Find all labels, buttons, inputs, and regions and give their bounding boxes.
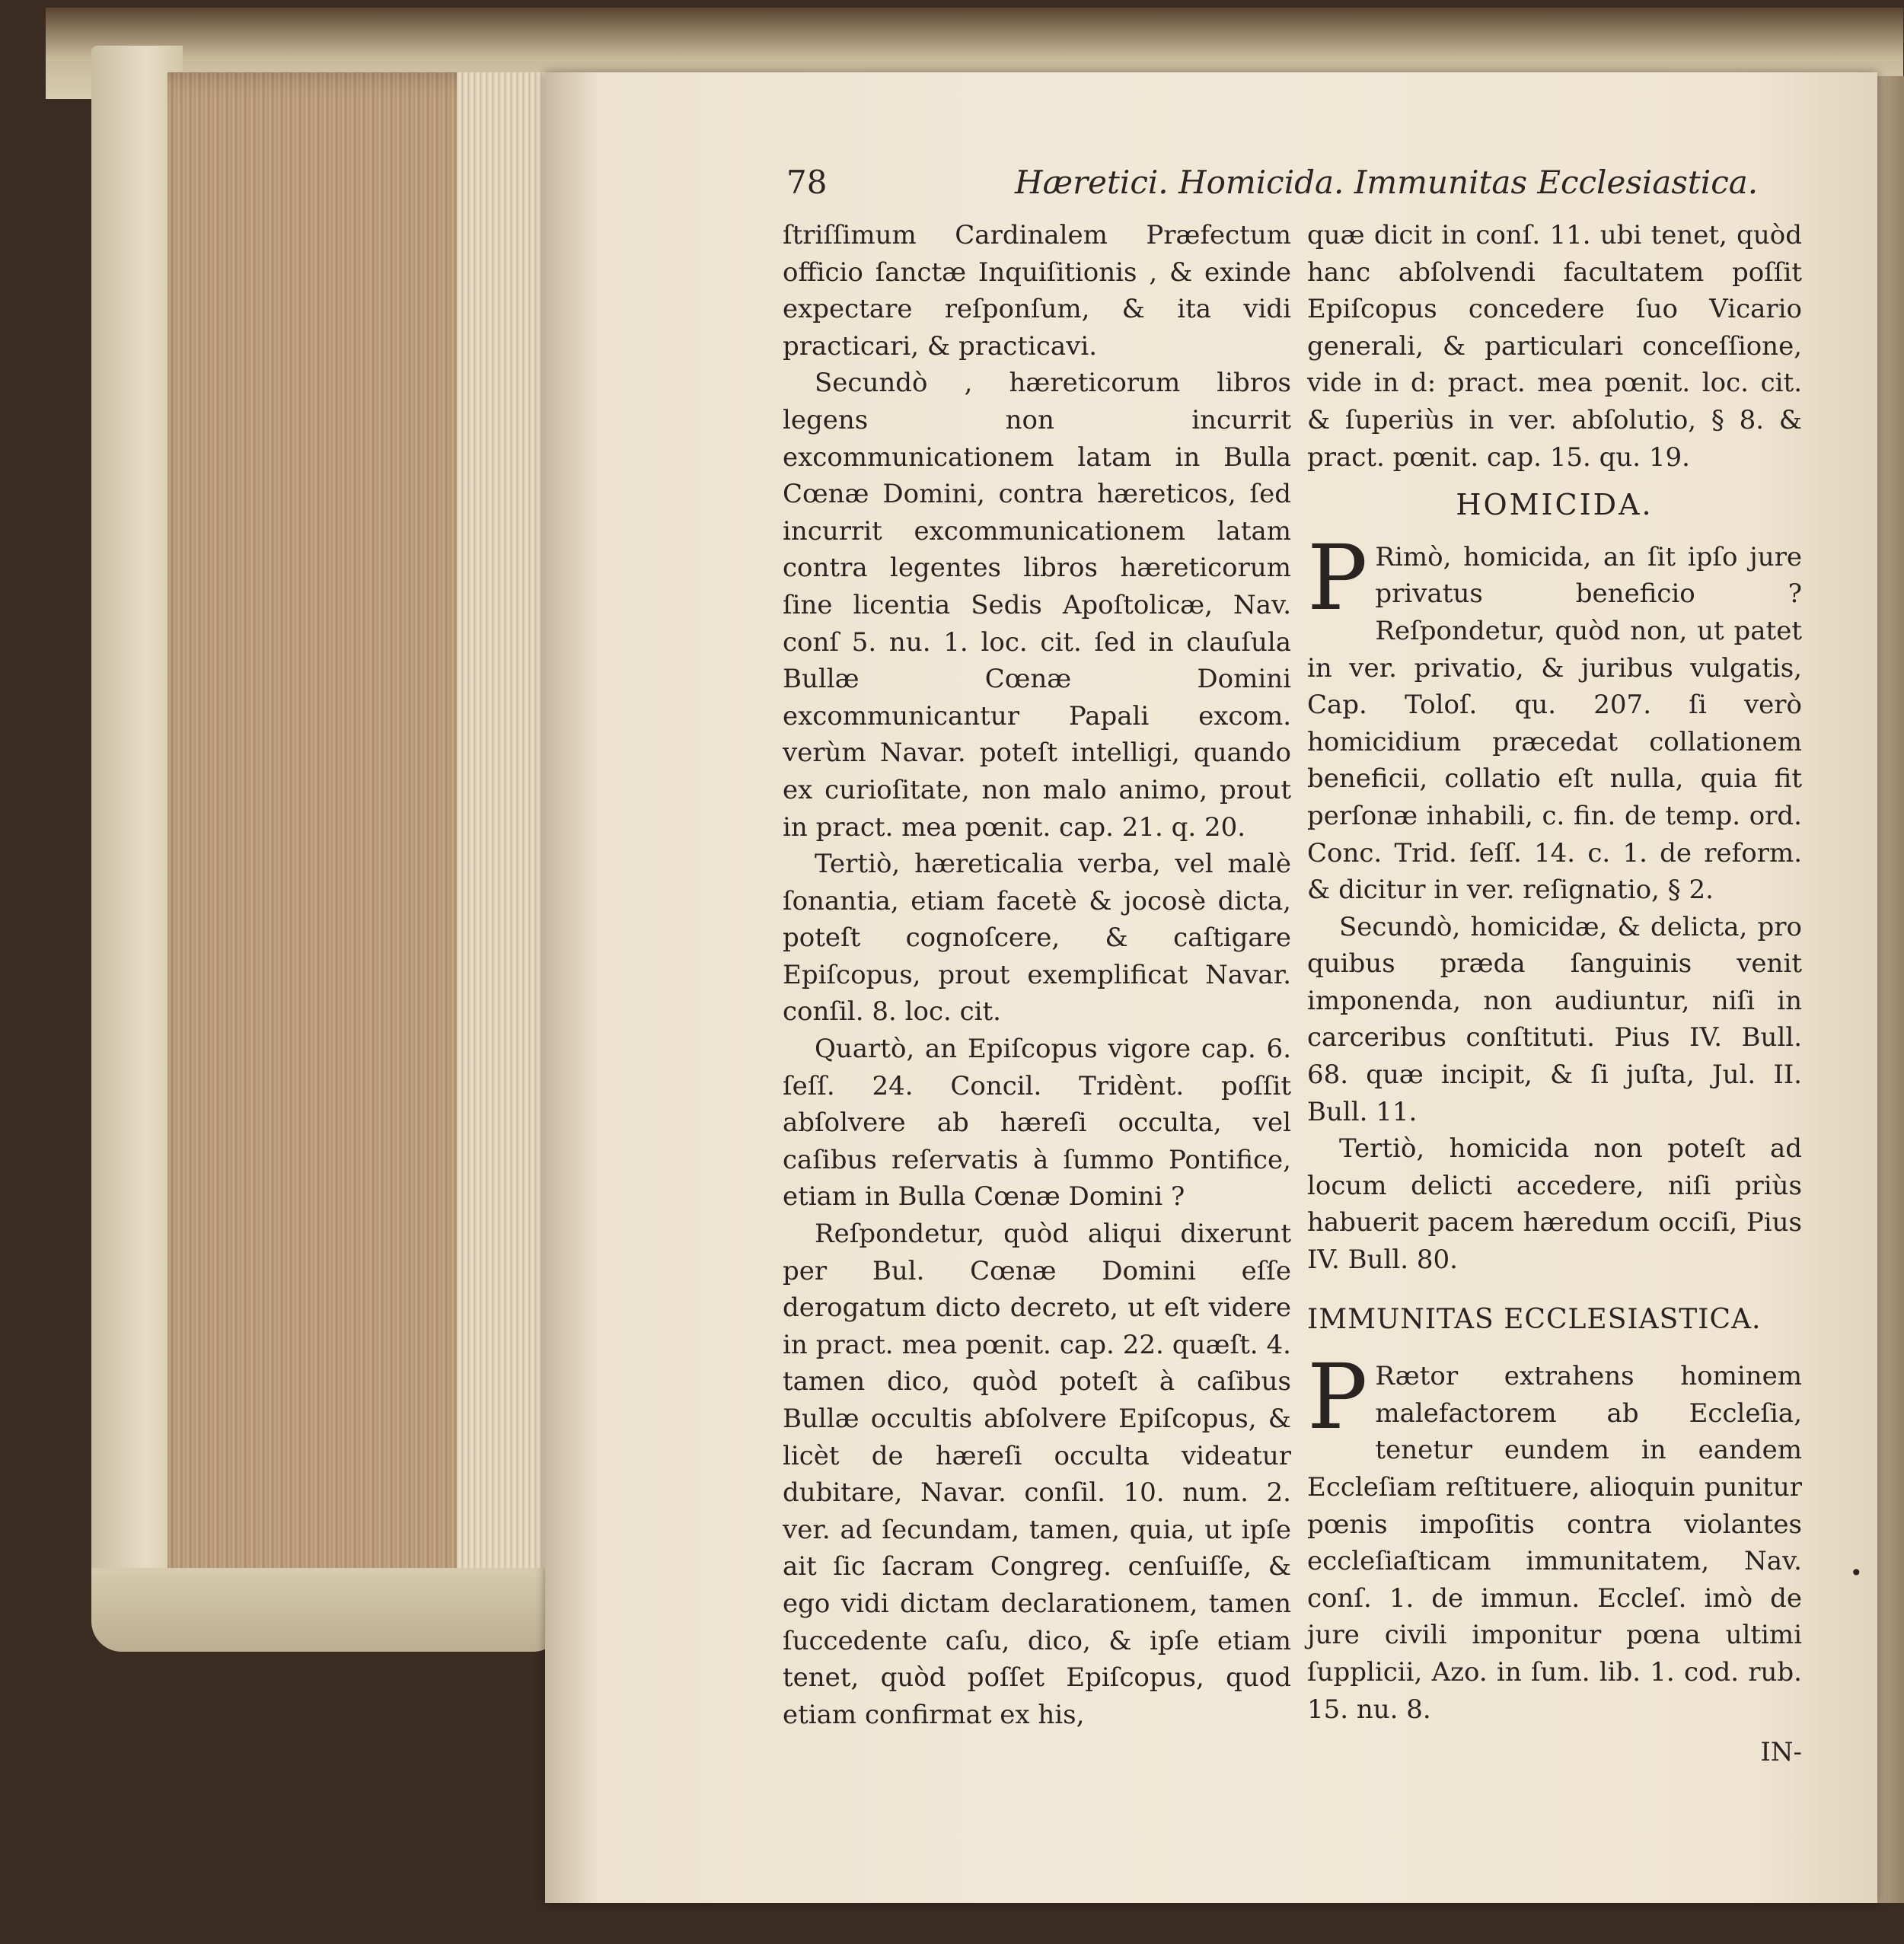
paragraph-text: Rimò, homicida, an ſit ipſo jure privatus beneficio ? Reſpondetur, quòd non, ut patet in ver. privatio, & juribus vulgatis, Cap. Toloſ. qu. 207. ſi verò homicidium præcedat collationem beneficii, collatio eſt nulla, quia fit perſonæ inhabili, c. fin. de temp. ord. Conc. Trid. ſeſſ. 14. c. 1. de reform. & dicitur in ver. reſignatio, § 2. bbox=[1307, 541, 1802, 906]
right-text-column bbox=[1307, 217, 1802, 1768]
page-number: 78 bbox=[786, 164, 828, 201]
paragraph: Tertiò, homicida non poteſt ad locum delicti accedere, niſi priùs habuerit pacem hæredum occiſi, Pius IV. Bull. 80. bbox=[1307, 1133, 1802, 1276]
paragraph: quæ dicit in conſ. 11. ubi tenet, quòd hanc abſolvendi facultatem poſſit Epiſcopus concedere ſuo Vicario generali, & particulari conceſſione, vide in d: pract. mea pœnit. loc. cit. & ſuperiùs in ver. abſolutio, § 8. & pract. pœnit. cap. 15. qu. 19. bbox=[1307, 220, 1802, 473]
paragraph: Tertiò, hæreticalia verba, vel malè ſonantia, etiam facetè & jocosè dicta, poteſt cognoſcere, & caſtigare Epiſcopus, prout exemplificat Navar. conſil. 8. loc. cit. bbox=[783, 849, 1291, 1028]
paragraph bbox=[1307, 524, 1802, 909]
paragraph: Secundò, homicidæ, & delicta, pro quibus præda ſanguinis venit imponenda, non audiuntur, niſi in carceribus conſtituti. Pius IV. Bull. 68. quæ incipit, & ſi juſta, Jul. II. Bull. 11. bbox=[1307, 911, 1802, 1127]
running-header bbox=[786, 164, 1829, 209]
paragraph: ſtriſſimum Cardinalem Præfectum officio ſanctæ Inquiſitionis , & exinde expectare reſponſum, & ita vidi practicari, & practicavi. bbox=[783, 220, 1291, 362]
catchword: IN- bbox=[1760, 1737, 1802, 1768]
section-heading-immunitas: IMMUNITAS ECCLESIASTICA. bbox=[1307, 1303, 1762, 1335]
paragraph: Reſpondetur, quòd aliqui dixerunt per Bul. Cœnæ Domini eſſe derogatum dicto decreto, ut eſt videre in pract. mea pœnit. cap. 22. quæſt. 4. tamen dico, quòd poteſt à caſibus Bullæ occultis abſolvere Epiſcopus, & licèt de hæreſi occulta videatur dubitare, Navar. conſil. 10. num. 2. ver. ad ſecundam, tamen, quia, ut ipſe ait ſic ſacram Congreg. cenſuiſſe, & ego vidi dictam declarationem, tamen ſuccedente caſu, dico, & ipſe etiam tenet, quòd poſſet Epiſcopus, quod etiam confirmat ex his, bbox=[783, 1219, 1291, 1730]
margin-mark: • bbox=[1850, 1560, 1863, 1585]
binding-bottom bbox=[91, 1568, 563, 1652]
paragraph: Secundò , hæreticorum libros legens non incurrit excommunicationem latam in Bulla Cœnæ Domini, contra hæreticos, ſed incurrit excommunicationem latam contra legentes libros hæreticorum ſine licentia Sedis Apoſtolicæ, Nav. conſ 5. nu. 1. loc. cit. ſed in clauſula Bullæ Cœnæ Domini excommunicantur Papali excom. verùm Navar. poteſt intelligi, quando ex curioſitate, non malo animo, prout in pract. mea pœnit. cap. 21. q. 20. bbox=[783, 368, 1291, 843]
left-page-stack bbox=[457, 72, 548, 1610]
drop-capital: P bbox=[1307, 524, 1368, 630]
paragraph bbox=[1307, 1344, 1802, 1728]
paragraph-text: Rætor extrahens hominem malefactorem ab Eccleſia, tenetur eundem in eandem Eccleſiam reſtituere, alioquin punitur pœnis impoſitis contra violantes eccleſiaſticam immunitatem, Nav. conſ. 1. de immun. Eccleſ. imò de jure civili imponitur pœna ultimi ſupplicii, Azo. in ſum. lib. 1. cod. rub. 15. nu. 8. bbox=[1307, 1361, 1802, 1725]
left-text-column bbox=[783, 217, 1291, 1730]
running-title: Hæretici. Homicida. Immunitas Ecclesiastica. bbox=[1015, 164, 1759, 201]
drop-capital: P bbox=[1307, 1344, 1368, 1450]
paragraph: Quartò, an Epiſcopus vigore cap. 6. ſeſſ. 24. Concil. Tridènt. poſſit abſolvere ab hæreſi occulta, vel caſibus reſervatis à ſummo Pontifice, etiam in Bulla Cœnæ Domini ? bbox=[783, 1034, 1291, 1213]
section-heading-homicida: HOMICIDA. bbox=[1456, 488, 1654, 522]
